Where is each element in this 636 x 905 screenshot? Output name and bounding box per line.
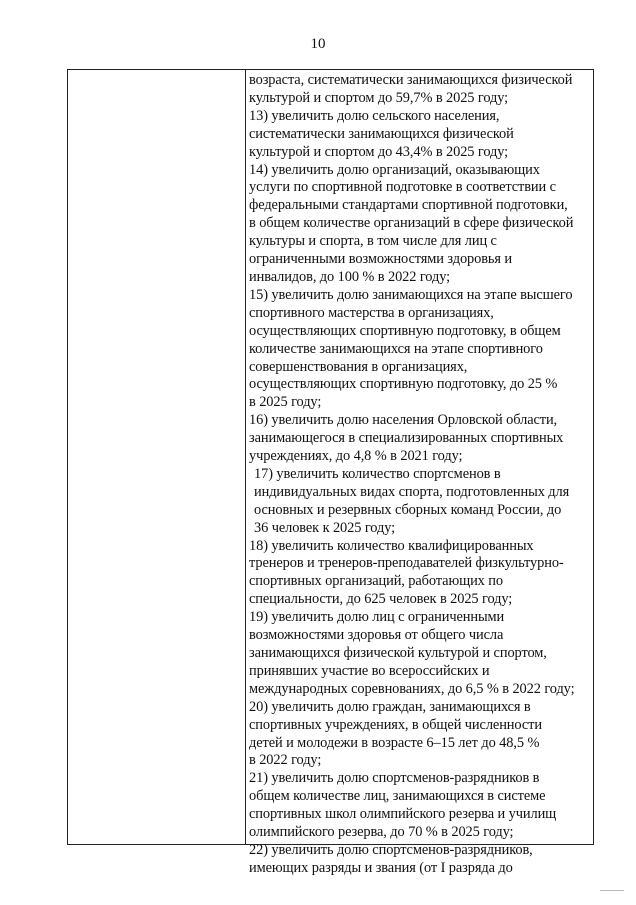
text-line: 15) увеличить долю занимающихся на этапе высшего (249, 286, 573, 303)
text-line: в 2025 году; (249, 394, 322, 411)
text-line: 19) увеличить долю лиц с ограниченными (249, 609, 505, 626)
text-line: общем количестве лиц, занимающихся в системе (249, 788, 546, 805)
text-line: олимпийского резерва, до 70 % в 2025 году; (249, 824, 514, 841)
text-line: 18) увеличить количество квалифицированных (249, 537, 534, 554)
text-line: 36 человек к 2025 году; (254, 519, 395, 536)
text-line: 17) увеличить количество спортсменов в (254, 465, 501, 482)
table-left-cell (68, 70, 246, 844)
text-line: имеющих разряды и звания (от I разряда до (249, 859, 513, 876)
text-line: совершенствования в организациях, (249, 358, 468, 375)
text-line: спортивного мастерства в организациях, (249, 304, 494, 321)
text-line: международных соревнованиях, до 6,5 % в 2022 году; (249, 680, 575, 697)
text-line: 21) увеличить долю спортсменов-разрядников в (249, 770, 540, 787)
text-line: инвалидов, до 100 % в 2022 году; (249, 268, 451, 285)
document-table (67, 69, 594, 876)
text-line: культурой и спортом до 59,7% в 2025 году; (249, 89, 509, 106)
text-line: индивидуальных видах спорта, подготовленных для (254, 483, 570, 500)
text-line: систематически занимающихся физической (249, 125, 514, 142)
text-line: занимающегося в специализированных спортивных (249, 430, 564, 447)
text-line: осуществляющих спортивную подготовку, в общем (249, 322, 561, 339)
text-line: тренеров и тренеров-преподавателей физкультурно- (249, 555, 564, 572)
text-line: учреждениях, до 4,8 % в 2021 году; (249, 448, 463, 465)
text-line: основных и резервных сборных команд России, до (254, 501, 562, 518)
text-line: 14) увеличить долю организаций, оказывающих (249, 161, 540, 178)
scan-margin-mark (600, 890, 624, 891)
text-line: возможностями здоровья от общего числа (249, 627, 504, 644)
text-line: 20) увеличить долю граждан, занимающихся в (249, 698, 531, 715)
text-line: специальности, до 625 человек в 2025 году; (249, 591, 513, 608)
text-line: 13) увеличить долю сельского населения, (249, 107, 500, 124)
text-line: культурой и спортом до 43,4% в 2025 году; (249, 143, 509, 160)
text-line: федеральными стандартами спортивной подготовки, (249, 197, 568, 214)
text-line: осуществляющих спортивную подготовку, до 25 % (249, 376, 558, 393)
text-line: спортивных учреждениях, в общей численности (249, 716, 542, 733)
text-line: 16) увеличить долю населения Орловской области, (249, 412, 558, 429)
text-line: в общем количестве организаций в сфере физической (249, 215, 574, 232)
page-number: 10 (310, 36, 326, 52)
text-line: занимающихся физической культурой и спортом, (249, 645, 547, 661)
text-line: спортивных организаций, работающих по (249, 573, 503, 590)
text-line: в 2022 году; (249, 752, 322, 769)
text-line: принявших участие во всероссийских и (249, 662, 490, 679)
text-line: услуги по спортивной подготовке в соответствии с (249, 179, 556, 196)
text-line: культуры и спорта, в том числе для лиц с (249, 233, 497, 250)
text-line: спортивных школ олимпийского резерва и училищ (249, 806, 557, 823)
text-line: ограниченными возможностями здоровья и (249, 251, 513, 268)
text-line: количестве занимающихся на этапе спортивного (249, 340, 543, 357)
text-line: детей и молодежи в возрасте 6–15 лет до 48,5 % (249, 734, 540, 751)
text-line: 22) увеличить долю спортсменов-разрядников, (249, 841, 533, 858)
table-right-cell (246, 70, 593, 876)
text-line: возраста, систематически занимающихся физической (249, 72, 573, 88)
